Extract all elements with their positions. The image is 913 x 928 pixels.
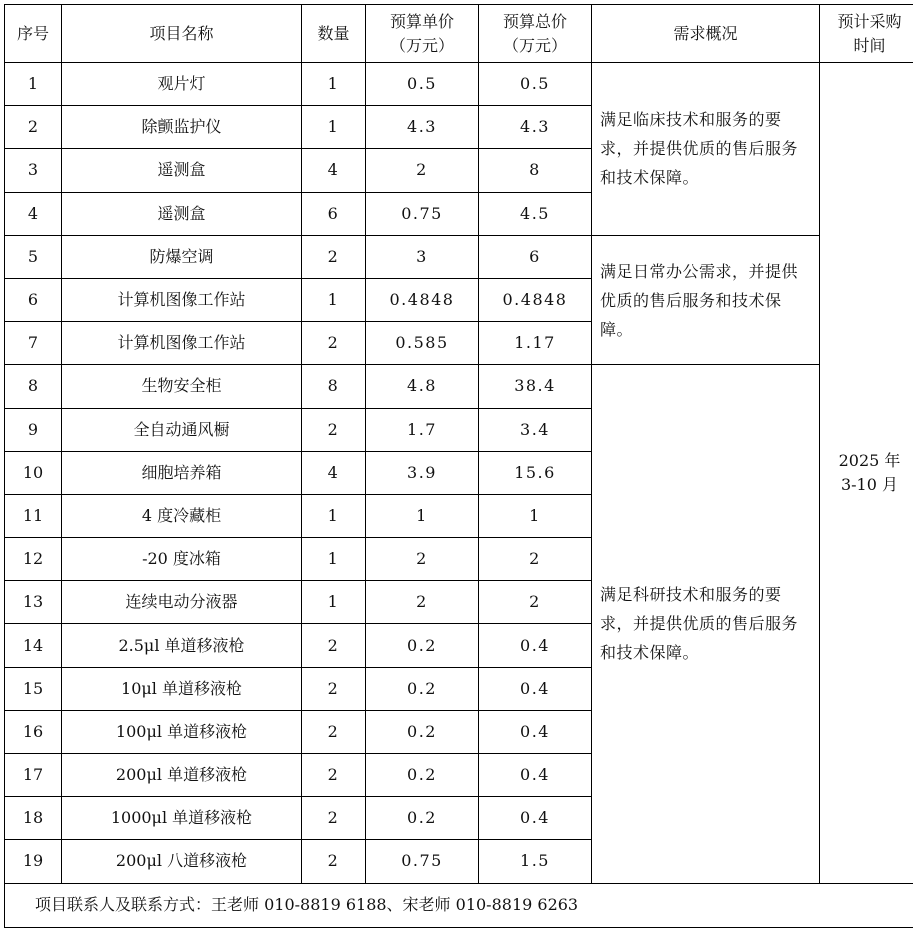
header-time-line1: 预计采购 (820, 10, 913, 34)
table-row (5, 235, 913, 278)
cell-qty: 1 (302, 63, 366, 106)
cell-name: 细胞培养箱 (62, 451, 302, 494)
cell-qty: 4 (302, 451, 366, 494)
cell-total: 0.4848 (479, 278, 592, 321)
cell-total: 8 (479, 149, 592, 192)
cell-name: 除颤监护仪 (62, 106, 302, 149)
cell-unit-price: 0.2 (366, 710, 479, 753)
cell-unit-price: 0.75 (366, 192, 479, 235)
cell-seq: 16 (5, 710, 62, 753)
cell-seq: 14 (5, 624, 62, 667)
cell-total: 2 (479, 581, 592, 624)
cell-qty: 1 (302, 581, 366, 624)
procurement-table (4, 4, 913, 928)
cell-name: 生物安全柜 (62, 365, 302, 408)
cell-unit-price: 0.2 (366, 797, 479, 840)
cell-seq: 6 (5, 278, 62, 321)
header-time (820, 5, 913, 63)
cell-unit-price: 2 (366, 149, 479, 192)
cell-name: 200μl 单道移液枪 (62, 754, 302, 797)
cell-unit-price: 0.2 (366, 667, 479, 710)
cell-qty: 1 (302, 278, 366, 321)
cell-seq: 12 (5, 538, 62, 581)
cell-name: 4 度冷藏柜 (62, 494, 302, 537)
cell-total: 0.4 (479, 624, 592, 667)
cell-name: 200μl 八道移液枪 (62, 840, 302, 883)
header-qty: 数量 (302, 5, 366, 63)
cell-name: -20 度冰箱 (62, 538, 302, 581)
cell-seq: 9 (5, 408, 62, 451)
cell-qty: 1 (302, 106, 366, 149)
need-office: 满足日常办公需求，并提供优质的售后服务和技术保障。 (592, 235, 820, 365)
cell-seq: 19 (5, 840, 62, 883)
cell-qty: 4 (302, 149, 366, 192)
cell-seq: 5 (5, 235, 62, 278)
header-need: 需求概况 (592, 5, 820, 63)
cell-name: 2.5μl 单道移液枪 (62, 624, 302, 667)
cell-qty: 2 (302, 322, 366, 365)
cell-seq: 10 (5, 451, 62, 494)
cell-unit-price: 1 (366, 494, 479, 537)
need-clinical: 满足临床技术和服务的要求，并提供优质的售后服务和技术保障。 (592, 63, 820, 236)
cell-name: 全自动通风橱 (62, 408, 302, 451)
cell-unit-price: 2 (366, 581, 479, 624)
cell-seq: 15 (5, 667, 62, 710)
cell-unit-price: 0.75 (366, 840, 479, 883)
cell-name: 遥测盒 (62, 149, 302, 192)
cell-qty: 2 (302, 754, 366, 797)
cell-seq: 11 (5, 494, 62, 537)
cell-seq: 2 (5, 106, 62, 149)
cell-unit-price: 1.7 (366, 408, 479, 451)
header-total-line1: 预算总价 (479, 10, 591, 34)
contact-row (5, 883, 913, 927)
cell-qty: 1 (302, 494, 366, 537)
cell-qty: 2 (302, 840, 366, 883)
cell-total: 2 (479, 538, 592, 581)
cell-name: 遥测盒 (62, 192, 302, 235)
cell-unit-price: 4.3 (366, 106, 479, 149)
table-row (5, 365, 913, 408)
cell-unit-price: 0.2 (366, 754, 479, 797)
cell-seq: 7 (5, 322, 62, 365)
cell-total: 0.4 (479, 710, 592, 753)
cell-seq: 3 (5, 149, 62, 192)
cell-qty: 2 (302, 667, 366, 710)
cell-unit-price: 2 (366, 538, 479, 581)
cell-total: 4.3 (479, 106, 592, 149)
header-time-line2: 时间 (820, 34, 913, 58)
need-research: 满足科研技术和服务的要求，并提供优质的售后服务和技术保障。 (592, 365, 820, 883)
cell-unit-price: 4.8 (366, 365, 479, 408)
cell-qty: 2 (302, 797, 366, 840)
cell-name: 计算机图像工作站 (62, 322, 302, 365)
cell-seq: 8 (5, 365, 62, 408)
cell-seq: 1 (5, 63, 62, 106)
procurement-time (820, 63, 913, 884)
header-total-line2: （万元） (479, 34, 591, 58)
cell-qty: 2 (302, 624, 366, 667)
contact-info: 项目联系人及联系方式：王老师 010-8819 6188、宋老师 010-8819 6263 (5, 883, 913, 927)
cell-name: 10μl 单道移液枪 (62, 667, 302, 710)
header-unit-price (366, 5, 479, 63)
header-unit-price-line2: （万元） (366, 34, 478, 58)
cell-name: 连续电动分液器 (62, 581, 302, 624)
cell-unit-price: 0.585 (366, 322, 479, 365)
cell-unit-price: 3.9 (366, 451, 479, 494)
cell-total: 0.5 (479, 63, 592, 106)
cell-name: 100μl 单道移液枪 (62, 710, 302, 753)
cell-qty: 1 (302, 538, 366, 581)
cell-qty: 8 (302, 365, 366, 408)
cell-unit-price: 0.2 (366, 624, 479, 667)
cell-name: 防爆空调 (62, 235, 302, 278)
cell-total: 3.4 (479, 408, 592, 451)
cell-seq: 17 (5, 754, 62, 797)
cell-qty: 6 (302, 192, 366, 235)
cell-total: 38.4 (479, 365, 592, 408)
cell-total: 1.5 (479, 840, 592, 883)
cell-qty: 2 (302, 710, 366, 753)
cell-name: 1000μl 单道移液枪 (62, 797, 302, 840)
cell-seq: 4 (5, 192, 62, 235)
cell-total: 4.5 (479, 192, 592, 235)
procurement-time-line2: 3-10 月 (820, 473, 913, 497)
cell-qty: 2 (302, 408, 366, 451)
cell-name: 计算机图像工作站 (62, 278, 302, 321)
cell-name: 观片灯 (62, 63, 302, 106)
cell-total: 6 (479, 235, 592, 278)
cell-total: 15.6 (479, 451, 592, 494)
cell-unit-price: 3 (366, 235, 479, 278)
cell-total: 1.17 (479, 322, 592, 365)
header-total (479, 5, 592, 63)
header-unit-price-line1: 预算单价 (366, 10, 478, 34)
cell-total: 0.4 (479, 667, 592, 710)
cell-total: 1 (479, 494, 592, 537)
cell-unit-price: 0.4848 (366, 278, 479, 321)
header-row (5, 5, 913, 63)
header-name: 项目名称 (62, 5, 302, 63)
cell-qty: 2 (302, 235, 366, 278)
cell-seq: 18 (5, 797, 62, 840)
table-row (5, 63, 913, 106)
cell-seq: 13 (5, 581, 62, 624)
procurement-time-line1: 2025 年 (820, 449, 913, 473)
cell-total: 0.4 (479, 754, 592, 797)
cell-unit-price: 0.5 (366, 63, 479, 106)
cell-total: 0.4 (479, 797, 592, 840)
header-seq: 序号 (5, 5, 62, 63)
